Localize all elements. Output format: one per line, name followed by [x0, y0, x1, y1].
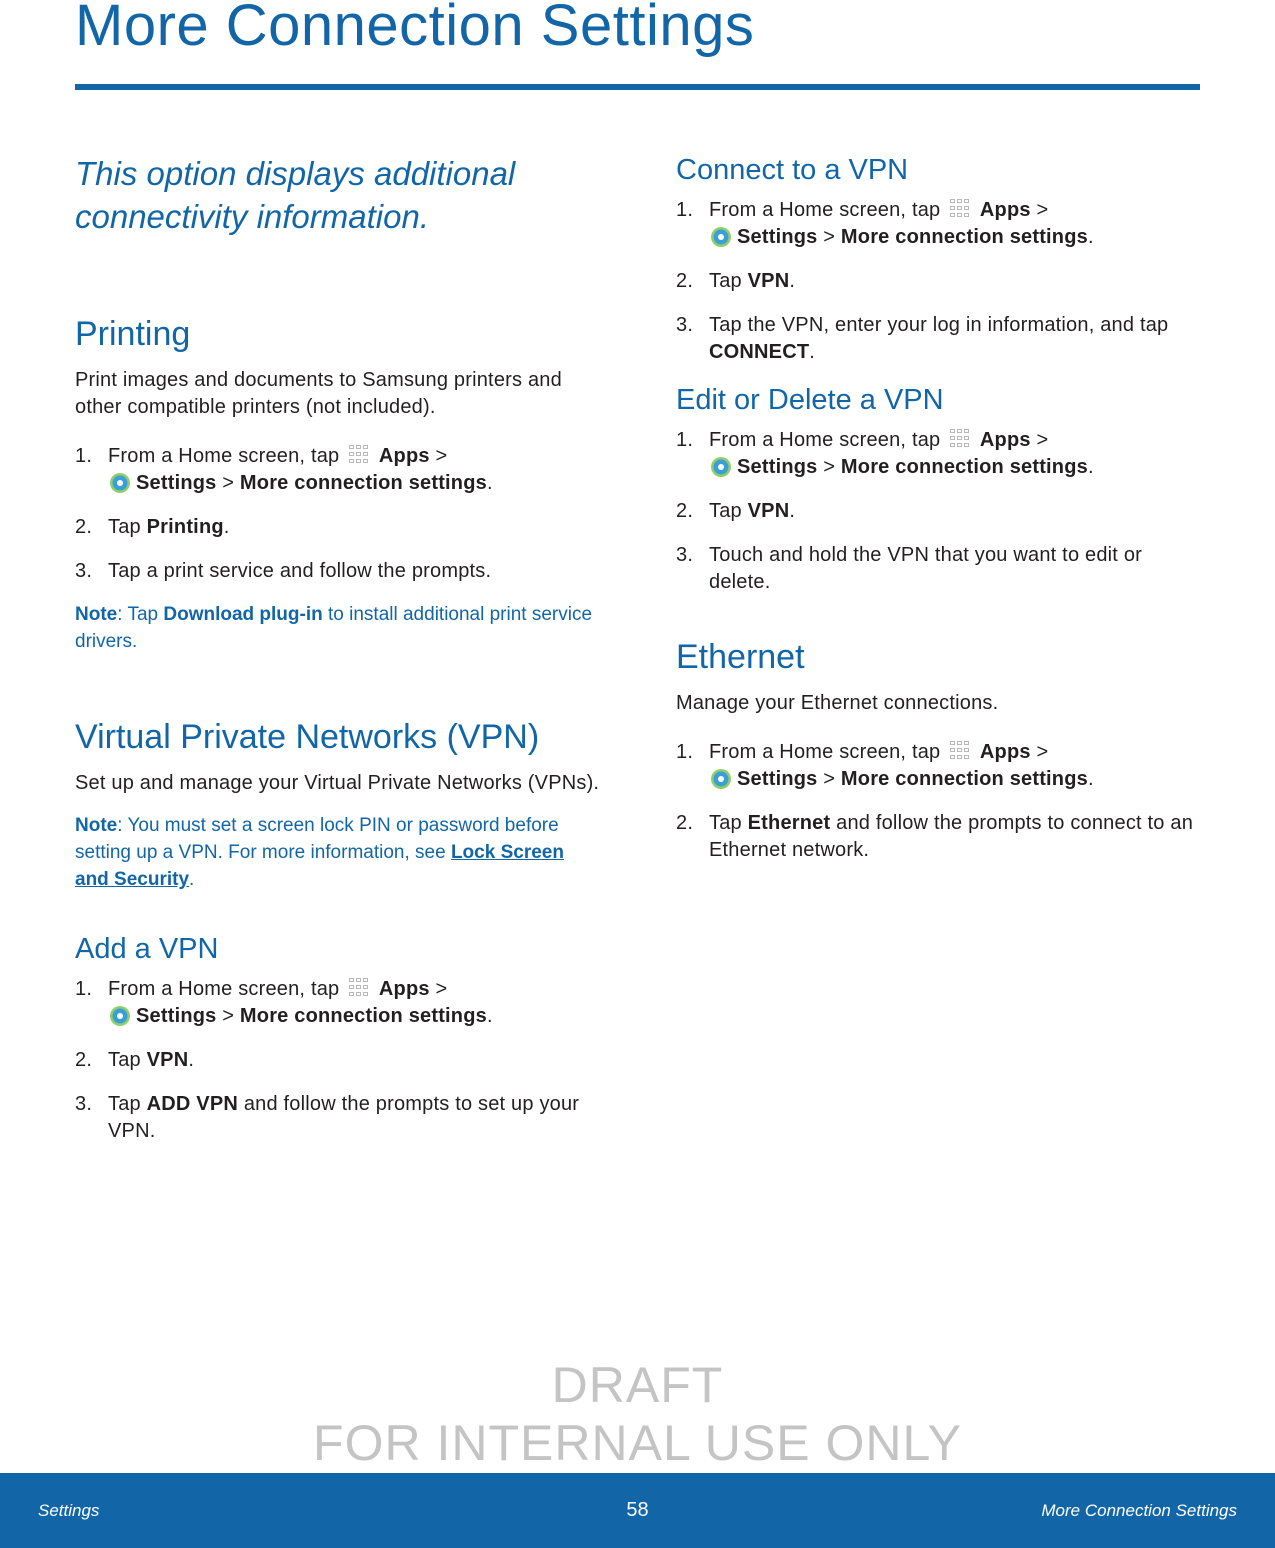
- watermark-draft: DRAFT: [551, 1357, 724, 1413]
- vpn-heading: Virtual Private Networks (VPN): [75, 718, 540, 756]
- vpn-description: Set up and manage your Virtual Private Networks (VPNs).: [75, 772, 600, 794]
- add-vpn-heading: Add a VPN: [75, 933, 219, 965]
- apps-grid-icon: [948, 427, 972, 451]
- apps-grid-icon: [948, 739, 972, 763]
- right-column: [676, 140, 1201, 881]
- add-vpn-steps: [75, 976, 600, 1145]
- intro-text: This option displays additional connectivity information.: [75, 155, 516, 235]
- list-item: 2. Tap Printing.: [75, 516, 230, 538]
- ethernet-heading: Ethernet: [676, 638, 805, 676]
- list-item: 1. From a Home screen, tap Apps > Settings > More connection settings.: [676, 199, 1094, 248]
- printing-description: Print images and documents to Samsung printers and other compatible printers (not included).: [75, 369, 562, 418]
- vpn-note: Note: You must set a screen lock PIN or password before setting up a VPN. For more information, see Lock Screen and Security.: [75, 815, 564, 890]
- list-item: 2. Tap VPN.: [75, 1049, 195, 1071]
- settings-gear-icon: [108, 471, 132, 495]
- edit-vpn-steps: [676, 427, 1201, 596]
- printing-note: Note: Tap Download plug-in to install additional print service drivers.: [75, 604, 593, 652]
- list-item: 3. Tap the VPN, enter your log in information, and tap CONNECT.: [676, 314, 1169, 363]
- list-item: 1. From a Home screen, tap Apps > Settings > More connection settings.: [75, 978, 493, 1027]
- settings-gear-icon: [709, 767, 733, 791]
- apps-grid-icon: [347, 976, 371, 1000]
- ethernet-steps: [676, 739, 1201, 864]
- edit-vpn-heading: Edit or Delete a VPN: [676, 384, 944, 416]
- page-number: 58: [626, 1499, 649, 1521]
- settings-gear-icon: [709, 225, 733, 249]
- ethernet-description: Manage your Ethernet connections.: [676, 692, 999, 714]
- printing-heading: Printing: [75, 315, 191, 353]
- settings-gear-icon: [709, 455, 733, 479]
- list-item: 2. Tap VPN.: [676, 500, 796, 522]
- page-title: More Connection Settings: [75, 0, 755, 58]
- list-item: 1. From a Home screen, tap Apps > Settings > More connection settings.: [676, 741, 1094, 790]
- left-column: [75, 140, 600, 1162]
- list-item: 3. Tap ADD VPN and follow the prompts to set up your VPN.: [75, 1093, 580, 1142]
- lock-screen-security-link[interactable]: Lock Screen and Security: [75, 842, 564, 890]
- footer-chapter-label: More Connection Settings: [1041, 1501, 1237, 1520]
- list-item: 1. From a Home screen, tap Apps > Settings > More connection settings.: [75, 445, 493, 494]
- watermark-internal: FOR INTERNAL USE ONLY: [313, 1415, 962, 1471]
- title-divider: [75, 84, 1200, 90]
- list-item: 3. Tap a print service and follow the prompts.: [75, 560, 492, 582]
- connect-vpn-steps: [676, 197, 1201, 366]
- list-item: 2. Tap Ethernet and follow the prompts to connect to an Ethernet network.: [676, 812, 1194, 861]
- apps-grid-icon: [948, 197, 972, 221]
- apps-grid-icon: [347, 443, 371, 467]
- footer-section-label: Settings: [38, 1501, 100, 1520]
- list-item: 1. From a Home screen, tap Apps > Settings > More connection settings.: [676, 429, 1094, 478]
- connect-vpn-heading: Connect to a VPN: [676, 154, 909, 186]
- list-item: 3. Touch and hold the VPN that you want to edit or delete.: [676, 544, 1143, 593]
- footer-bar: [0, 1473, 1275, 1548]
- list-item: 2. Tap VPN.: [676, 270, 796, 292]
- printing-steps: [75, 443, 600, 585]
- settings-gear-icon: [108, 1004, 132, 1028]
